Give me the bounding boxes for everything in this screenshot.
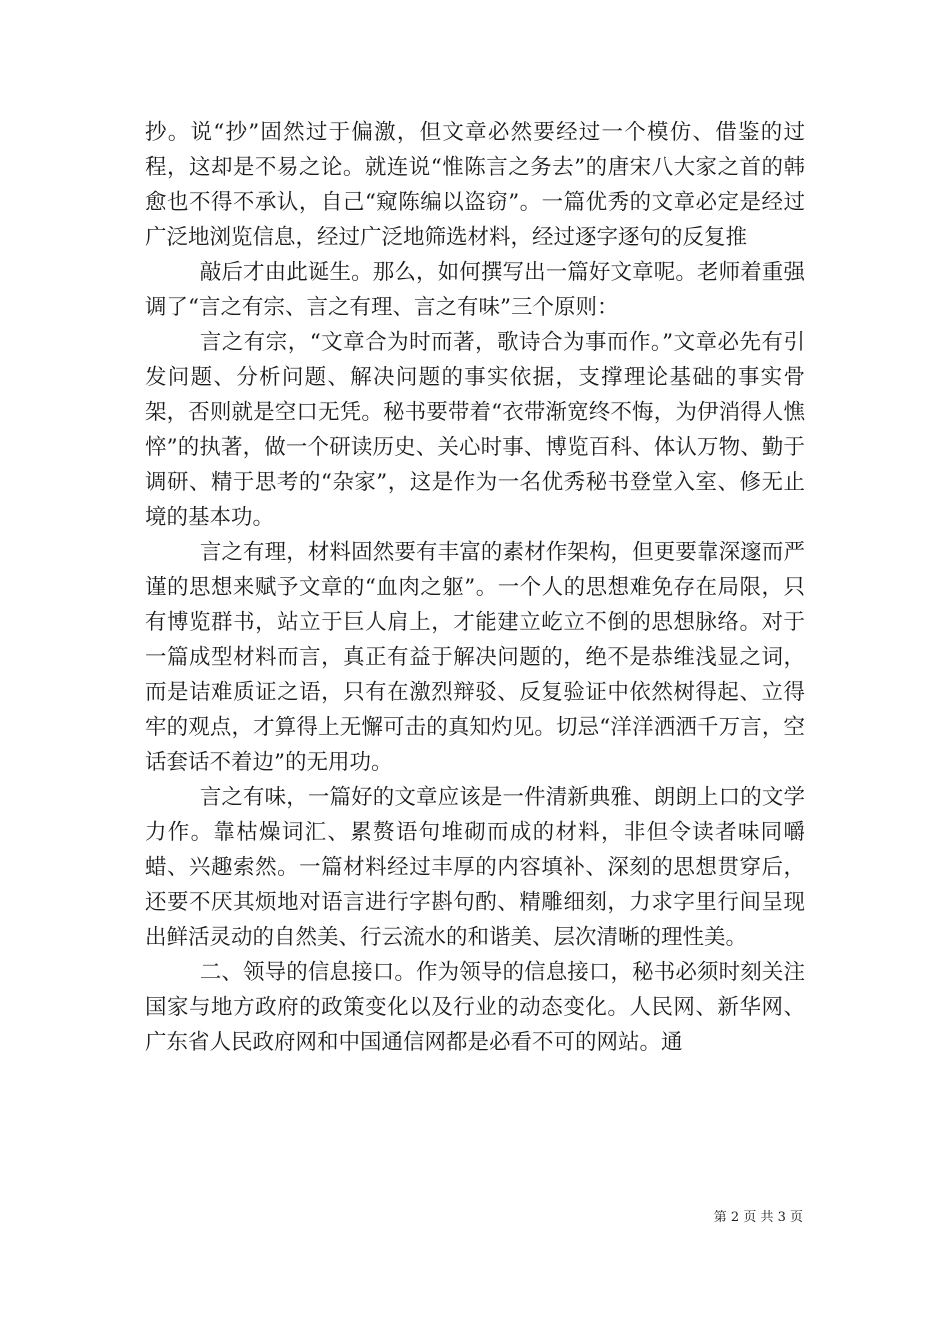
paragraph-info-interface: 二、领导的信息接口。作为领导的信息接口，秘书必须时刻关注国家与地方政府的政策变化以及行业的动态变化。人民网、新华网、广东省人民政府网和中国通信网都是必看不可的网站。通 (145, 960, 805, 1055)
paragraph-how-to-write: 敲后才由此诞生。那么，如何撰写出一篇好文章呢。老师着重强调了“言之有宗、言之有理、言之有味”三个原则： (145, 260, 805, 320)
paragraph-principle-wei: 言之有味，一篇好的文章应该是一件清新典雅、朗朗上口的文学力作。靠枯燥词汇、累赘语句堆砌而成的材料，非但令读者味同嚼蜡、兴趣索然。一篇材料经过丰厚的内容填补、深刻的思想贯穿后，还要不厌其烦地对语言进行字斟句酌、精雕细刻，力求字里行间呈现出鲜活灵动的自然美、行云流水的和谐美、层次清晰的理性美。 (145, 785, 805, 950)
paragraph-principle-li: 言之有理，材料固然要有丰富的素材作架构，但更要靠深邃而严谨的思想来赋予文章的“血肉之躯”。一个人的思想难免存在局限，只有博览群书，站立于巨人肩上，才能建立屹立不倒的思想脉络。对于一篇成型材料而言，真正有益于解决问题的，绝不是恭维浅显之词，而是诘难质证之语，只有在激烈辩驳、反复验证中依然树得起、立得牢的观点，才算得上无懈可击的真知灼见。切忌“洋洋洒洒千万言，空话套话不着边”的无用功。 (145, 540, 805, 775)
paragraph-principle-zong: 言之有宗，“文章合为时而著，歌诗合为事而作。”文章必先有引发问题、分析问题、解决问题的事实依据，支撑理论基础的事实骨架，否则就是空口无凭。秘书要带着“衣带渐宽终不悔，为伊消得人憔悴”的执著，做一个研读历史、关心时事、博览百科、体认万物、勤于调研、精于思考的“杂家”，这是作为一名优秀秘书登堂入室、修无止境的基本功。 (145, 330, 805, 530)
paragraph-continuation: 抄。说“抄”固然过于偏激，但文章必然要经过一个模仿、借鉴的过程，这却是不易之论。就连说“惟陈言之务去”的唐宋八大家之首的韩愈也不得不承认，自己“窥陈编以盗窃”。一篇优秀的文章必定是经过广泛地浏览信息，经过广泛地筛选材料，经过逐字逐句的反复推 (145, 120, 805, 250)
page-number-footer: 第 2 页 共 3 页 (713, 1210, 803, 1225)
document-body (145, 115, 805, 1060)
